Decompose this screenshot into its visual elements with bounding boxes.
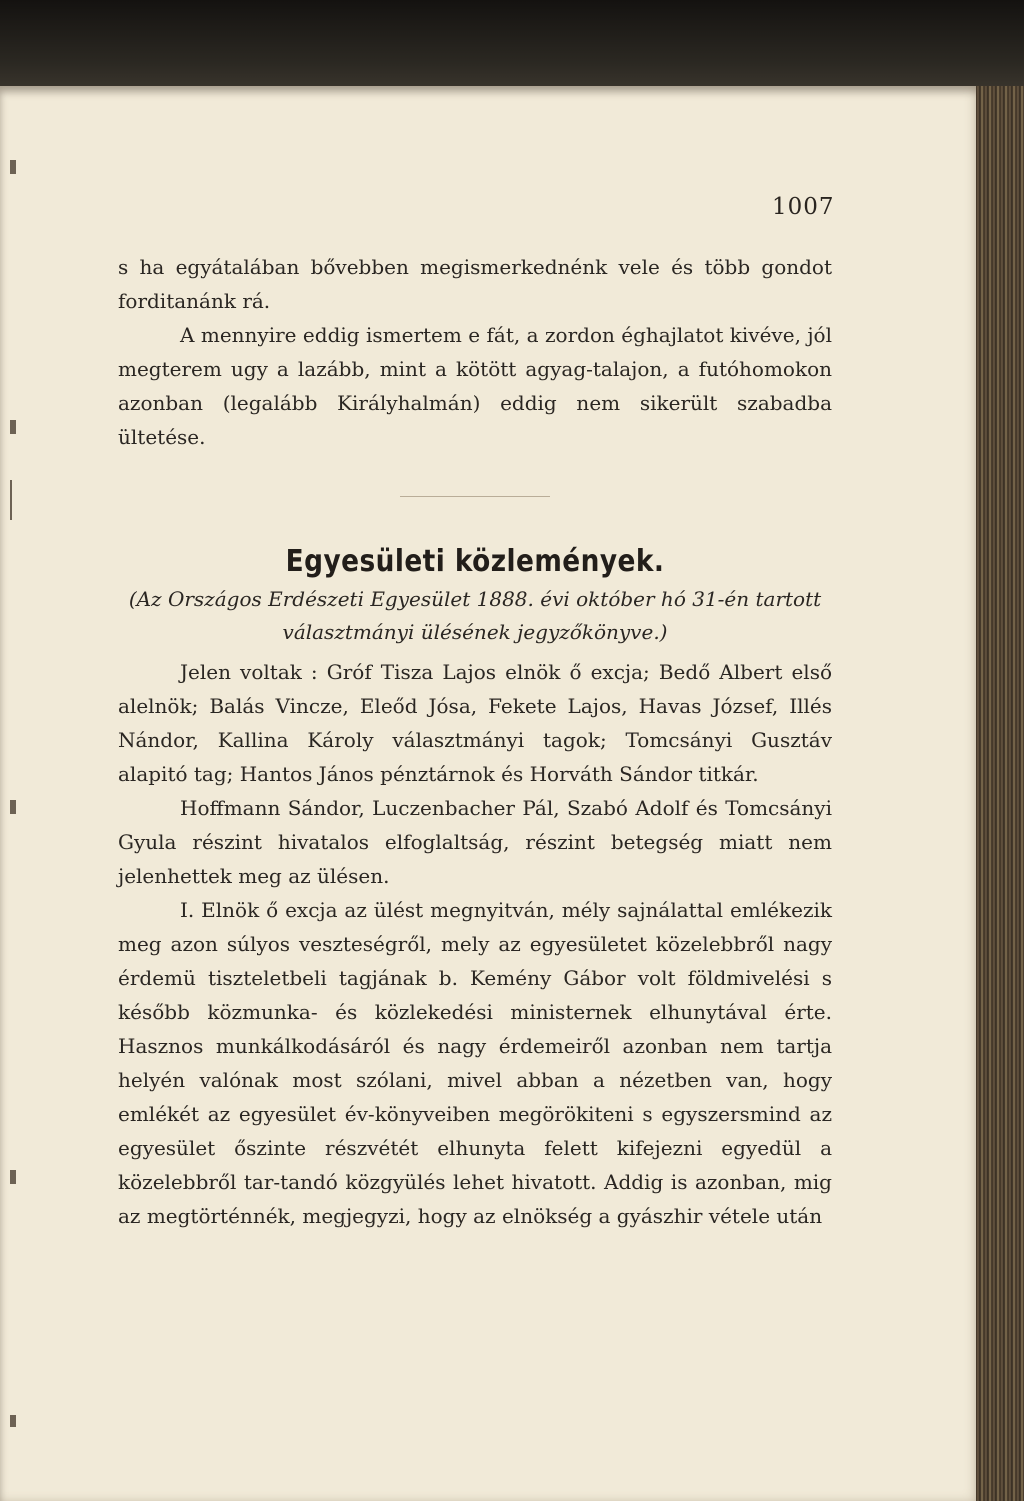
page-edge-stack (976, 86, 1024, 1501)
section-divider (400, 496, 550, 497)
page-body (118, 250, 832, 1233)
paragraph-continuation: s ha egyátalában bővebben megismerkednénk vele és több gondot forditanánk rá. (118, 255, 832, 313)
page-number: 1007 (772, 194, 835, 220)
paragraph-opening: I. Elnök ő excja az ülést megnyitván, mély sajnálattal emlékezik meg azon súlyos veszteségről, mely az egyesületet közelebbről nagy érdemü tiszteletbeli tagjának b. Kemény Gábor volt földmivelési s később közmunka- és közlekedési ministernek elhunytával érte. Hasznos munkálkodásáról és nagy érdemeiről azonban nem tartja helyén valónak most szólani, mivel abban a nézetben van, hogy emlékét az egyesület év-könyveiben megörökiteni s egyszersmind az egyesület őszinte részvétét elhunyta felett kifejezni egyedül a közelebbről tar-tandó közgyülés lehet hivatott. Addig is azonban, mig az megtörténnék, megjegyzi, hogy az elnökség a gyászhir vétele után (118, 898, 832, 1228)
scan-top-shadow (0, 0, 1024, 90)
section-subheading: (Az Országos Erdészeti Egyesület 1888. évi október hó 31-én tartott választmányi ülésének jegyzőkönyve.) (128, 587, 822, 644)
paragraph-attendees: Jelen voltak : Gróf Tisza Lajos elnök ő excja; Bedő Albert első alelnök; Balás Vincze, Eleőd Jósa, Fekete Lajos, Havas József, Illés Nándor, Kallina Károly választmányi tagok; Tomcsányi Gusztáv alapitó tag; Hantos János pénztárnok és Horváth Sándor titkár. (118, 660, 832, 786)
margin-mark (10, 160, 16, 174)
margin-mark (10, 480, 12, 520)
left-margin-marks (6, 150, 26, 1450)
margin-mark (10, 420, 16, 434)
margin-mark (10, 800, 16, 814)
paragraph-absentees: Hoffmann Sándor, Luczenbacher Pál, Szabó Adolf és Tomcsányi Gyula részint hivatalos elfoglaltság, részint betegség miatt nem jelenhettek meg az ülésen. (118, 796, 832, 888)
margin-mark (10, 1415, 16, 1427)
margin-mark (10, 1170, 16, 1184)
section-heading: Egyesületi közlemények. (285, 544, 665, 579)
paragraph: A mennyire eddig ismertem e fát, a zordon éghajlatot kivéve, jól megterem ugy a lazább, mint a kötött agyag-talajon, a futóhomokon azonban (legalább Királyhalmán) eddig nem sikerült szabadba ültetése. (118, 323, 832, 449)
